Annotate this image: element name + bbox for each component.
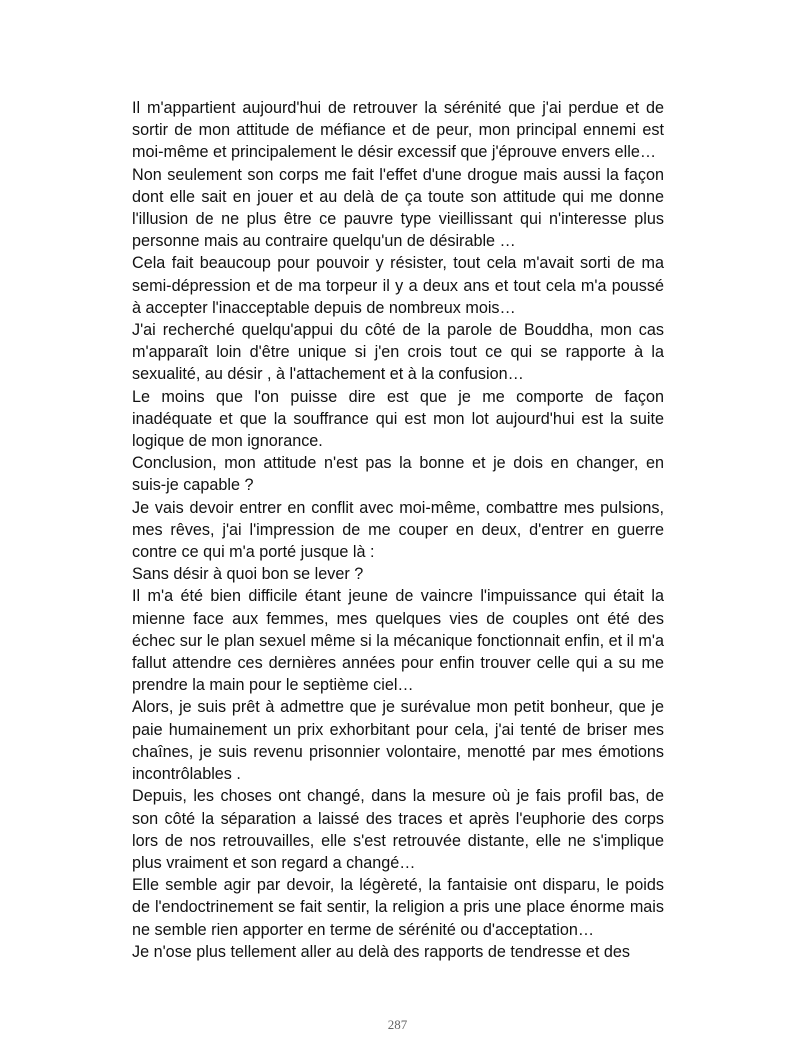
paragraph-12: Elle semble agir par devoir, la légèreté, la fantaisie ont disparu, le poids de l'endoctrinement se fait sentir, la religion a pris une place énorme mais ne semble rien apporter en terme de sérénité ou d'acceptation…	[132, 876, 664, 939]
paragraph-7: Je vais devoir entrer en conflit avec moi-même, combattre mes pulsions, mes rêves, j'ai l'impression de me couper en deux, d'entrer en guerre contre ce qui m'a porté jusque là :	[132, 498, 664, 562]
paragraph-1: Il m'appartient aujourd'hui de retrouver la sérénité que j'ai perdue et de sortir de mon attitude de méfiance et de peur, mon principal ennemi est moi-même et principalement le désir excessif que j'éprouve envers elle…	[132, 99, 664, 162]
paragraph-13: Je n'ose plus tellement aller au delà des rapports de tendresse et des	[132, 942, 631, 961]
body-text	[132, 97, 664, 963]
paragraph-9: Il m'a été bien difficile étant jeune de vaincre l'impuissance qui était la mienne face aux femmes, mes quelques vies de couples ont été des échec sur le plan sexuel même si la mécanique fonctionnait enfin, et il m'a fallut attendre ces dernières années pour enfin trouver celle qui a su me prendre la main pour le septième ciel…	[132, 587, 664, 695]
paragraph-4: J'ai recherché quelqu'appui du côté de la parole de Bouddha, mon cas m'apparaît loin d'être unique si j'en crois tout ce qui se rapporte à la sexualité, au désir , à l'attachement et à la confusion…	[132, 321, 664, 384]
paragraph-8: Sans désir à quoi bon se lever ?	[132, 565, 364, 584]
paragraph-3: Cela fait beaucoup pour pouvoir y résister, tout cela m'avait sorti de ma semi-dépression et de ma torpeur il y a deux ans et tout cela m'a poussé à accepter l'inacceptable depuis de nombreux mois…	[132, 254, 664, 317]
paragraph-5: Le moins que l'on puisse dire est que je me comporte de façon inadéquate et que la souffrance qui est mon lot aujourd'hui est la suite logique de mon ignorance.	[132, 387, 664, 451]
paragraph-6: Conclusion, mon attitude n'est pas la bonne et je dois en changer, en suis-je capable ?	[132, 454, 664, 495]
paragraph-10: Alors, je suis prêt à admettre que je surévalue mon petit bonheur, que je paie humainement un prix exhorbitant pour cela, j'ai tenté de briser mes chaînes, je suis revenu prisonnier volontaire, menotté par mes émotions incontrôlables .	[132, 698, 664, 784]
page-number: 287	[387, 1017, 408, 1032]
paragraph-2: Non seulement son corps me fait l'effet d'une drogue mais aussi la façon dont elle sait en jouer et au delà de ça toute son attitude qui me donne l'illusion de ne plus être ce pauvre type vieillissant qui n'interesse plus personne mais au contraire quelqu'un de désirable …	[132, 165, 664, 251]
paragraph-11: Depuis, les choses ont changé, dans la mesure où je fais profil bas, de son côté la séparation a laissé des traces et après l'euphorie des corps lors de nos retrouvailles, elle s'est retrouvée distante, elle ne s'implique plus vraiment et son regard a changé…	[132, 787, 664, 872]
